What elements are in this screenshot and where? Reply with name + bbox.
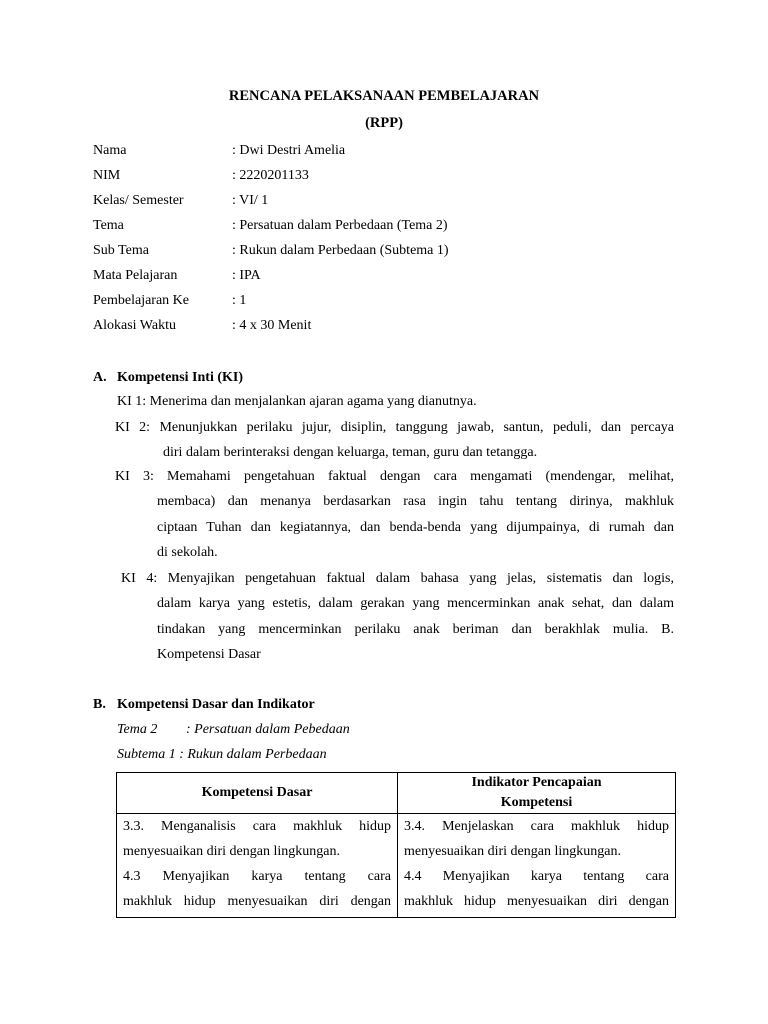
ki-3-line-1: KI 3: Memahami pengetahuan faktual dengan cara mengamati (mendengar, melihat, [115, 469, 674, 484]
identity-value: : Dwi Destri Amelia [232, 143, 346, 158]
ki-4-line-1: KI 4: Menyajikan pengetahuan faktual dalam bahasa yang jelas, sistematis dan logis, [121, 571, 674, 586]
tema-label: Tema 2 [117, 722, 158, 737]
cell-line: 3.4. Menjelaskan cara makhluk hidup [404, 819, 669, 834]
tema-value: : Persatuan dalam Pebedaan [186, 722, 350, 737]
identity-label: Alokasi Waktu [93, 318, 176, 333]
ki-1: KI 1: Menerima dan menjalankan ajaran agama yang dianutnya. [117, 394, 477, 409]
ki-2-line-1: KI 2: Menunjukkan perilaku jujur, disiplin, tanggung jawab, santun, peduli, dan percaya [115, 420, 674, 435]
ki-4-line-4: Kompetensi Dasar [157, 647, 261, 662]
identity-label: Kelas/ Semester [93, 193, 184, 208]
identity-label: Nama [93, 143, 127, 158]
identity-label: Mata Pelajaran [93, 268, 178, 283]
section-title: Kompetensi Inti (KI) [117, 370, 243, 385]
ki-3-line-4: di sekolah. [157, 545, 218, 560]
identity-value: : 2220201133 [232, 168, 309, 183]
identity-value: : 4 x 30 Menit [232, 318, 312, 333]
header-label: Kompetensi Dasar [201, 785, 313, 800]
header-label-line-2: Kompetensi [500, 795, 573, 810]
ki-2-line-2: diri dalam berinteraksi dengan keluarga, teman, guru dan tetangga. [163, 445, 538, 460]
identity-label: NIM [93, 168, 121, 183]
section-letter: A. [93, 370, 107, 385]
ki-3-line-3: ciptaan Tuhan dan kegiatannya, dan benda-benda yang dijumpainya, di rumah dan [157, 520, 674, 535]
document-title: RENCANA PELAKSANAAN PEMBELAJARAN [228, 88, 540, 104]
section-letter: B. [93, 697, 106, 712]
cell-line: 4.4 Menyajikan karya tentang cara [404, 869, 669, 884]
identity-label: Tema [93, 218, 124, 233]
ki-3-line-2: membaca) dan menanya berdasarkan rasa ingin tahu tentang dirinya, makhluk [157, 494, 674, 509]
table-header-row [117, 773, 676, 814]
table-cell-kd [117, 814, 398, 918]
identity-value: : Rukun dalam Perbedaan (Subtema 1) [232, 243, 449, 258]
cell-line: menyesuaikan diri dengan lingkungan. [404, 844, 621, 859]
cell-line: menyesuaikan diri dengan lingkungan. [123, 844, 340, 859]
ki-4-line-2: dalam karya yang estetis, dalam gerakan yang mencerminkan anak sehat, dan dalam [157, 596, 674, 611]
identity-value: : 1 [232, 293, 247, 308]
header-label-line-1: Indikator Pencapaian [471, 775, 602, 790]
cell-line: makhluk hidup menyesuaikan diri dengan [123, 894, 391, 909]
table-row [117, 814, 676, 918]
cell-line: 4.3 Menyajikan karya tentang cara [123, 869, 391, 884]
identity-value: : VI/ 1 [232, 193, 269, 208]
ki-4-line-3: tindakan yang mencerminkan perilaku anak beriman dan berakhlak mulia. B. [157, 622, 674, 637]
identity-label: Pembelajaran Ke [93, 293, 190, 308]
table-header-indikator [398, 773, 676, 814]
cell-line: makhluk hidup menyesuaikan diri dengan [404, 894, 669, 909]
kompetensi-table [116, 772, 676, 918]
document-subtitle: (RPP) [365, 115, 403, 131]
table-header-kd [117, 773, 398, 814]
identity-value: : IPA [232, 268, 261, 283]
section-title: Kompetensi Dasar dan Indikator [117, 697, 315, 712]
cell-line: 3.3. Menganalisis cara makhluk hidup [123, 819, 391, 834]
table-cell-indikator [398, 814, 676, 918]
identity-label: Sub Tema [93, 243, 149, 258]
identity-value: : Persatuan dalam Perbedaan (Tema 2) [232, 218, 448, 233]
subtema-line: Subtema 1 : Rukun dalam Perbedaan [117, 747, 327, 762]
